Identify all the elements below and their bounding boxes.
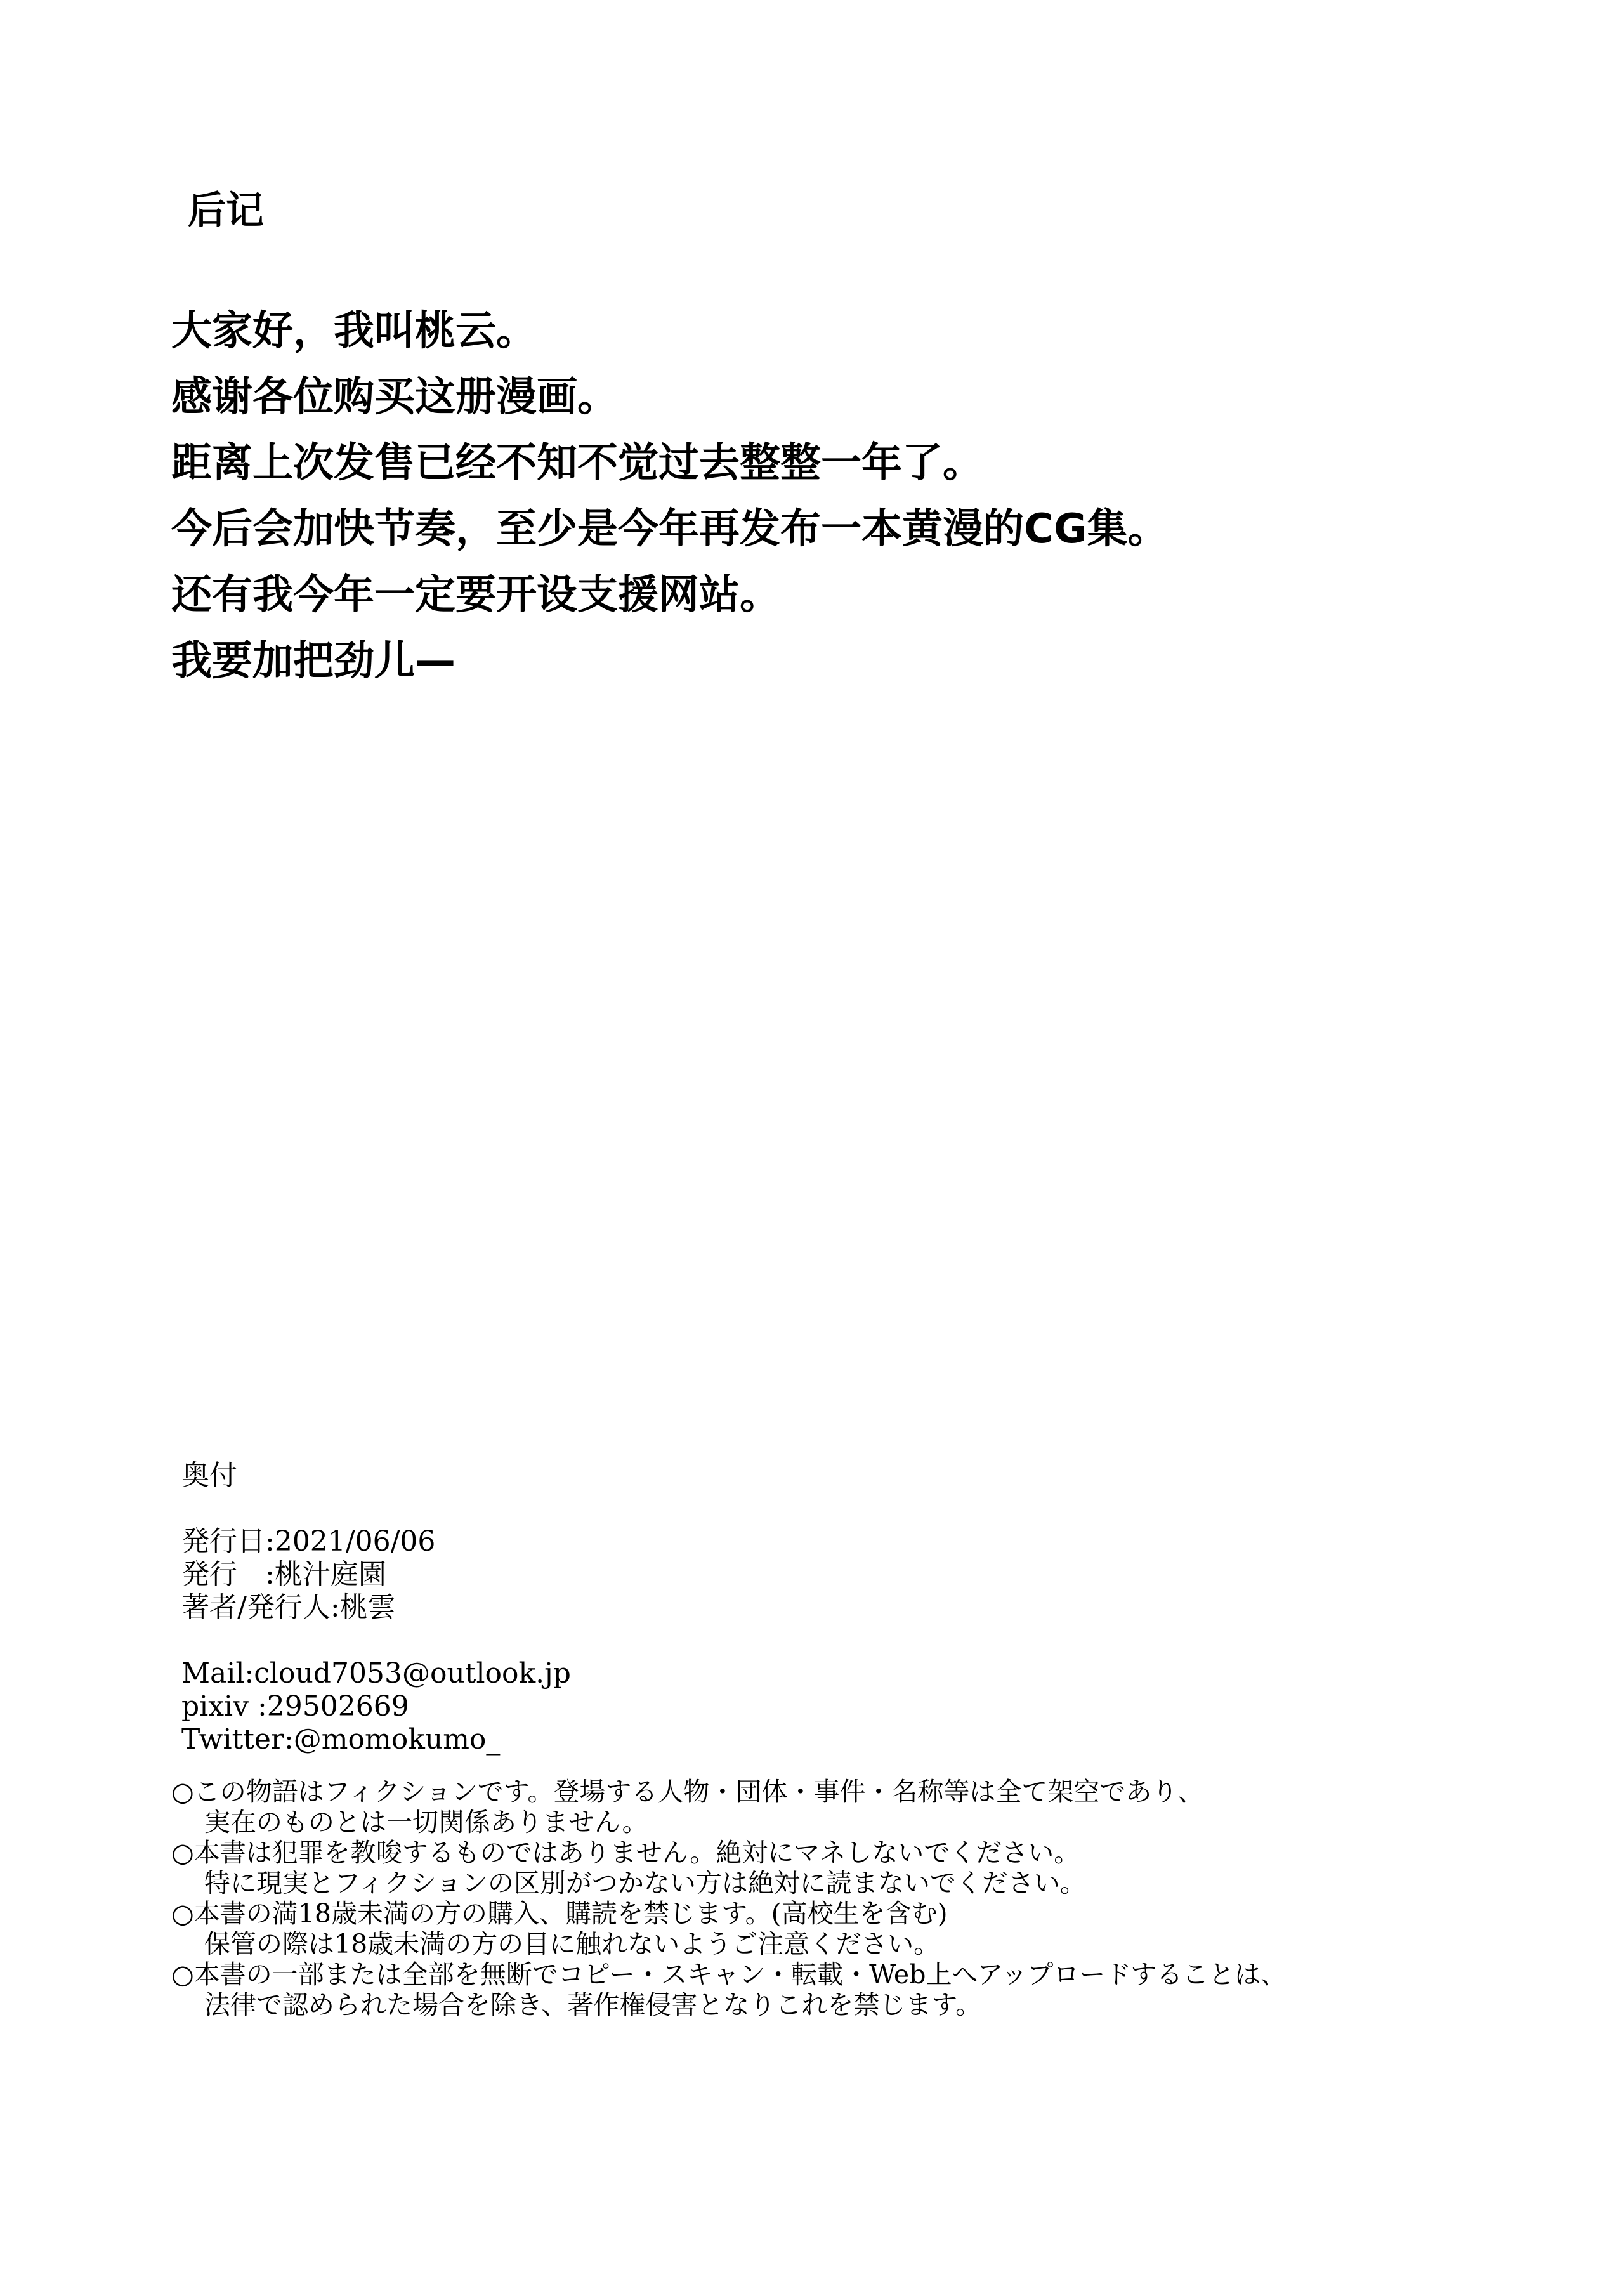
note-line: 特に現実とフィクションの区別がつかない方は絶対に読まないでください。: [204, 1868, 1086, 1898]
note-line: ○本書の満18歳未満の方の購入、購読を禁じます。(高校生を含む): [171, 1898, 948, 1929]
note-line: 実在のものとは一切関係ありません。: [204, 1807, 648, 1837]
disclaimer-notes: [171, 1776, 1287, 2020]
note-line: 保管の際は18歳未満の方の目に触れないようご注意ください。: [204, 1929, 940, 1959]
afterword-line: 还有我今年一定要开设支援网站。: [171, 572, 780, 619]
afterword-line: 感谢各位购买这册漫画。: [171, 374, 618, 421]
afterword-line: 距离上次发售已经不知不觉过去整整一年了。: [171, 440, 983, 487]
afterword-line: 大家好，我叫桃云。: [171, 308, 537, 355]
note-line: 法律で認められた場合を除き、著作権侵害となりこれを禁じます。: [204, 1990, 982, 2020]
afterword-title: 后记: [188, 188, 264, 233]
colophon: [181, 1459, 571, 1789]
publication-info: [181, 1525, 571, 1624]
publisher: 発行 :桃汁庭園: [181, 1558, 386, 1591]
note-line: ○本書の一部または全部を無断でコピー・スキャン・転載・Web上へアップロードすることは、: [171, 1959, 1287, 1990]
afterword-line: 我要加把劲儿—: [171, 638, 455, 685]
afterword-body: [171, 298, 1169, 694]
contact-info: [181, 1657, 571, 1756]
note-line: ○この物語はフィクションです。登場する人物・団体・事件・名称等は全て架空であり、: [171, 1776, 1204, 1807]
note-line: ○本書は犯罪を教唆するものではありません。絶対にマネしないでください。: [171, 1837, 1080, 1868]
colophon-heading: 奥付: [181, 1459, 237, 1492]
afterword-line: 今后会加快节奏，至少是今年再发布一本黄漫的CG集。: [171, 506, 1169, 553]
author: 著者/発行人:桃雲: [181, 1591, 396, 1624]
mail-address: Mail:cloud7053@outlook.jp: [181, 1657, 571, 1690]
twitter-handle: Twitter:@momokumo_: [181, 1723, 501, 1756]
release-date: 発行日:2021/06/06: [181, 1525, 436, 1558]
pixiv-id: pixiv :29502669: [181, 1690, 409, 1723]
